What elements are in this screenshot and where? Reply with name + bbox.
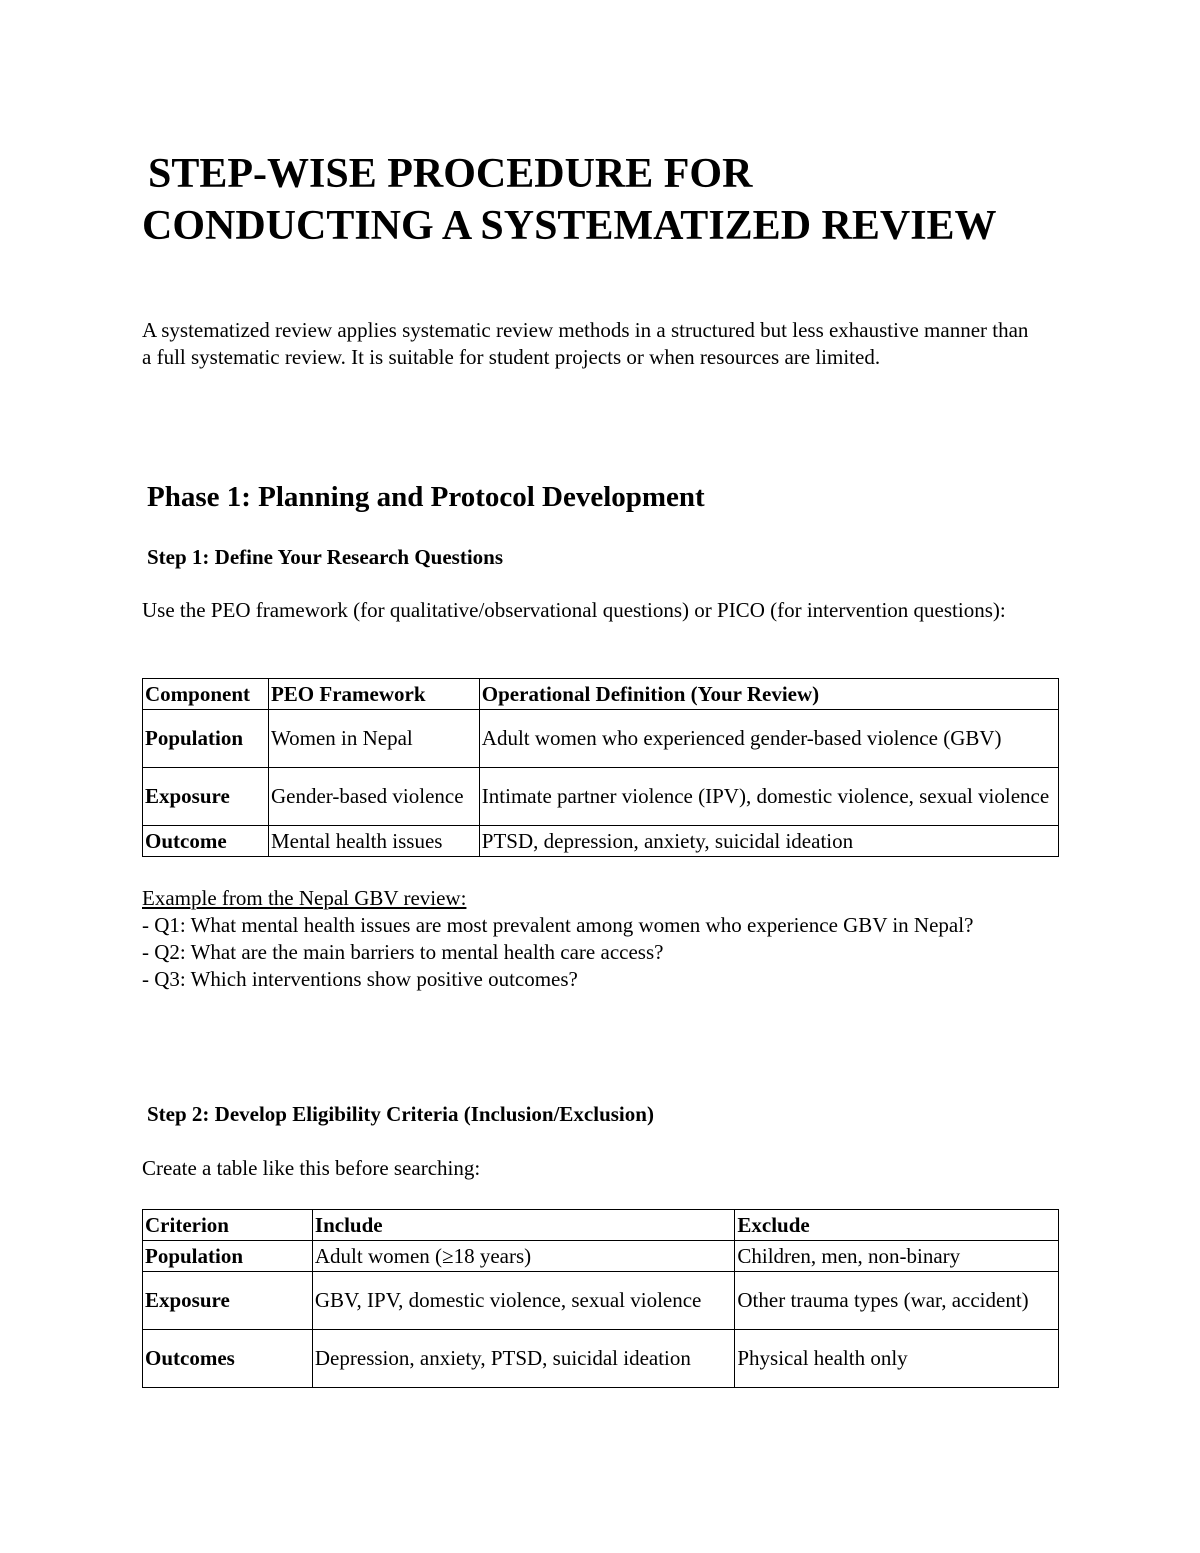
row-label-cell: Outcome xyxy=(143,826,269,857)
table-row xyxy=(143,1241,1059,1272)
row-label-cell: Exposure xyxy=(143,1272,313,1330)
table-cell: Intimate partner violence (IPV), domestic violence, sexual violence xyxy=(479,768,1058,826)
step-2-intro: Create a table like this before searching: xyxy=(142,1156,481,1180)
row-label-cell: Exposure xyxy=(143,768,269,826)
title-line-1: STEP-WISE PROCEDURE FOR xyxy=(148,151,753,197)
table-cell: Adult women who experienced gender-based violence (GBV) xyxy=(479,710,1058,768)
table-header-cell: PEO Framework xyxy=(268,679,479,710)
table-row xyxy=(143,768,1059,826)
table-header-cell: Criterion xyxy=(143,1210,313,1241)
step-1-intro: Use the PEO framework (for qualitative/observational questions) or PICO (for intervention questions): xyxy=(142,598,1006,622)
title-line-2: CONDUCTING A SYSTEMATIZED REVIEW xyxy=(142,203,997,249)
table-row xyxy=(143,1272,1059,1330)
table-cell: Adult women (≥18 years) xyxy=(312,1241,734,1272)
intro-paragraph: A systematized review applies systematic review methods in a structured but less exhaustive manner than a full systematic review. It is suitable for student projects or when resources are limited. xyxy=(142,318,1029,369)
table-cell: Children, men, non-binary xyxy=(735,1241,1059,1272)
peo-framework-table xyxy=(142,678,1059,857)
table-header-cell: Exclude xyxy=(735,1210,1059,1241)
table-header-row xyxy=(143,679,1059,710)
example-questions xyxy=(142,885,1042,993)
step-1-heading: Step 1: Define Your Research Questions xyxy=(147,545,504,569)
table-header-cell: Include xyxy=(312,1210,734,1241)
document-title xyxy=(142,148,1102,252)
step-2-heading: Step 2: Develop Eligibility Criteria (Inclusion/Exclusion) xyxy=(147,1102,654,1126)
table-cell: Gender-based violence xyxy=(268,768,479,826)
row-label-cell: Population xyxy=(143,710,269,768)
row-label-cell: Population xyxy=(143,1241,313,1272)
table-cell: GBV, IPV, domestic violence, sexual violence xyxy=(312,1272,734,1330)
phase-1-heading: Phase 1: Planning and Protocol Development xyxy=(147,481,705,513)
table-header-cell: Operational Definition (Your Review) xyxy=(479,679,1058,710)
eligibility-criteria-table xyxy=(142,1209,1059,1388)
table-row xyxy=(143,1330,1059,1388)
table-cell: Physical health only xyxy=(735,1330,1059,1388)
table-row xyxy=(143,710,1059,768)
table-cell: PTSD, depression, anxiety, suicidal ideation xyxy=(479,826,1058,857)
question-item: - Q1: What mental health issues are most prevalent among women who experience GBV in Nepal? xyxy=(142,913,974,937)
table-cell: Other trauma types (war, accident) xyxy=(735,1272,1059,1330)
row-label-cell: Outcomes xyxy=(143,1330,313,1388)
table-header-row xyxy=(143,1210,1059,1241)
table-header-cell: Component xyxy=(143,679,269,710)
table-cell: Depression, anxiety, PTSD, suicidal ideation xyxy=(312,1330,734,1388)
table-cell: Women in Nepal xyxy=(268,710,479,768)
table-row xyxy=(143,826,1059,857)
table-cell: Mental health issues xyxy=(268,826,479,857)
question-item: - Q2: What are the main barriers to mental health care access? xyxy=(142,940,664,964)
example-title: Example from the Nepal GBV review: xyxy=(142,886,467,910)
question-item: - Q3: Which interventions show positive outcomes? xyxy=(142,967,578,991)
